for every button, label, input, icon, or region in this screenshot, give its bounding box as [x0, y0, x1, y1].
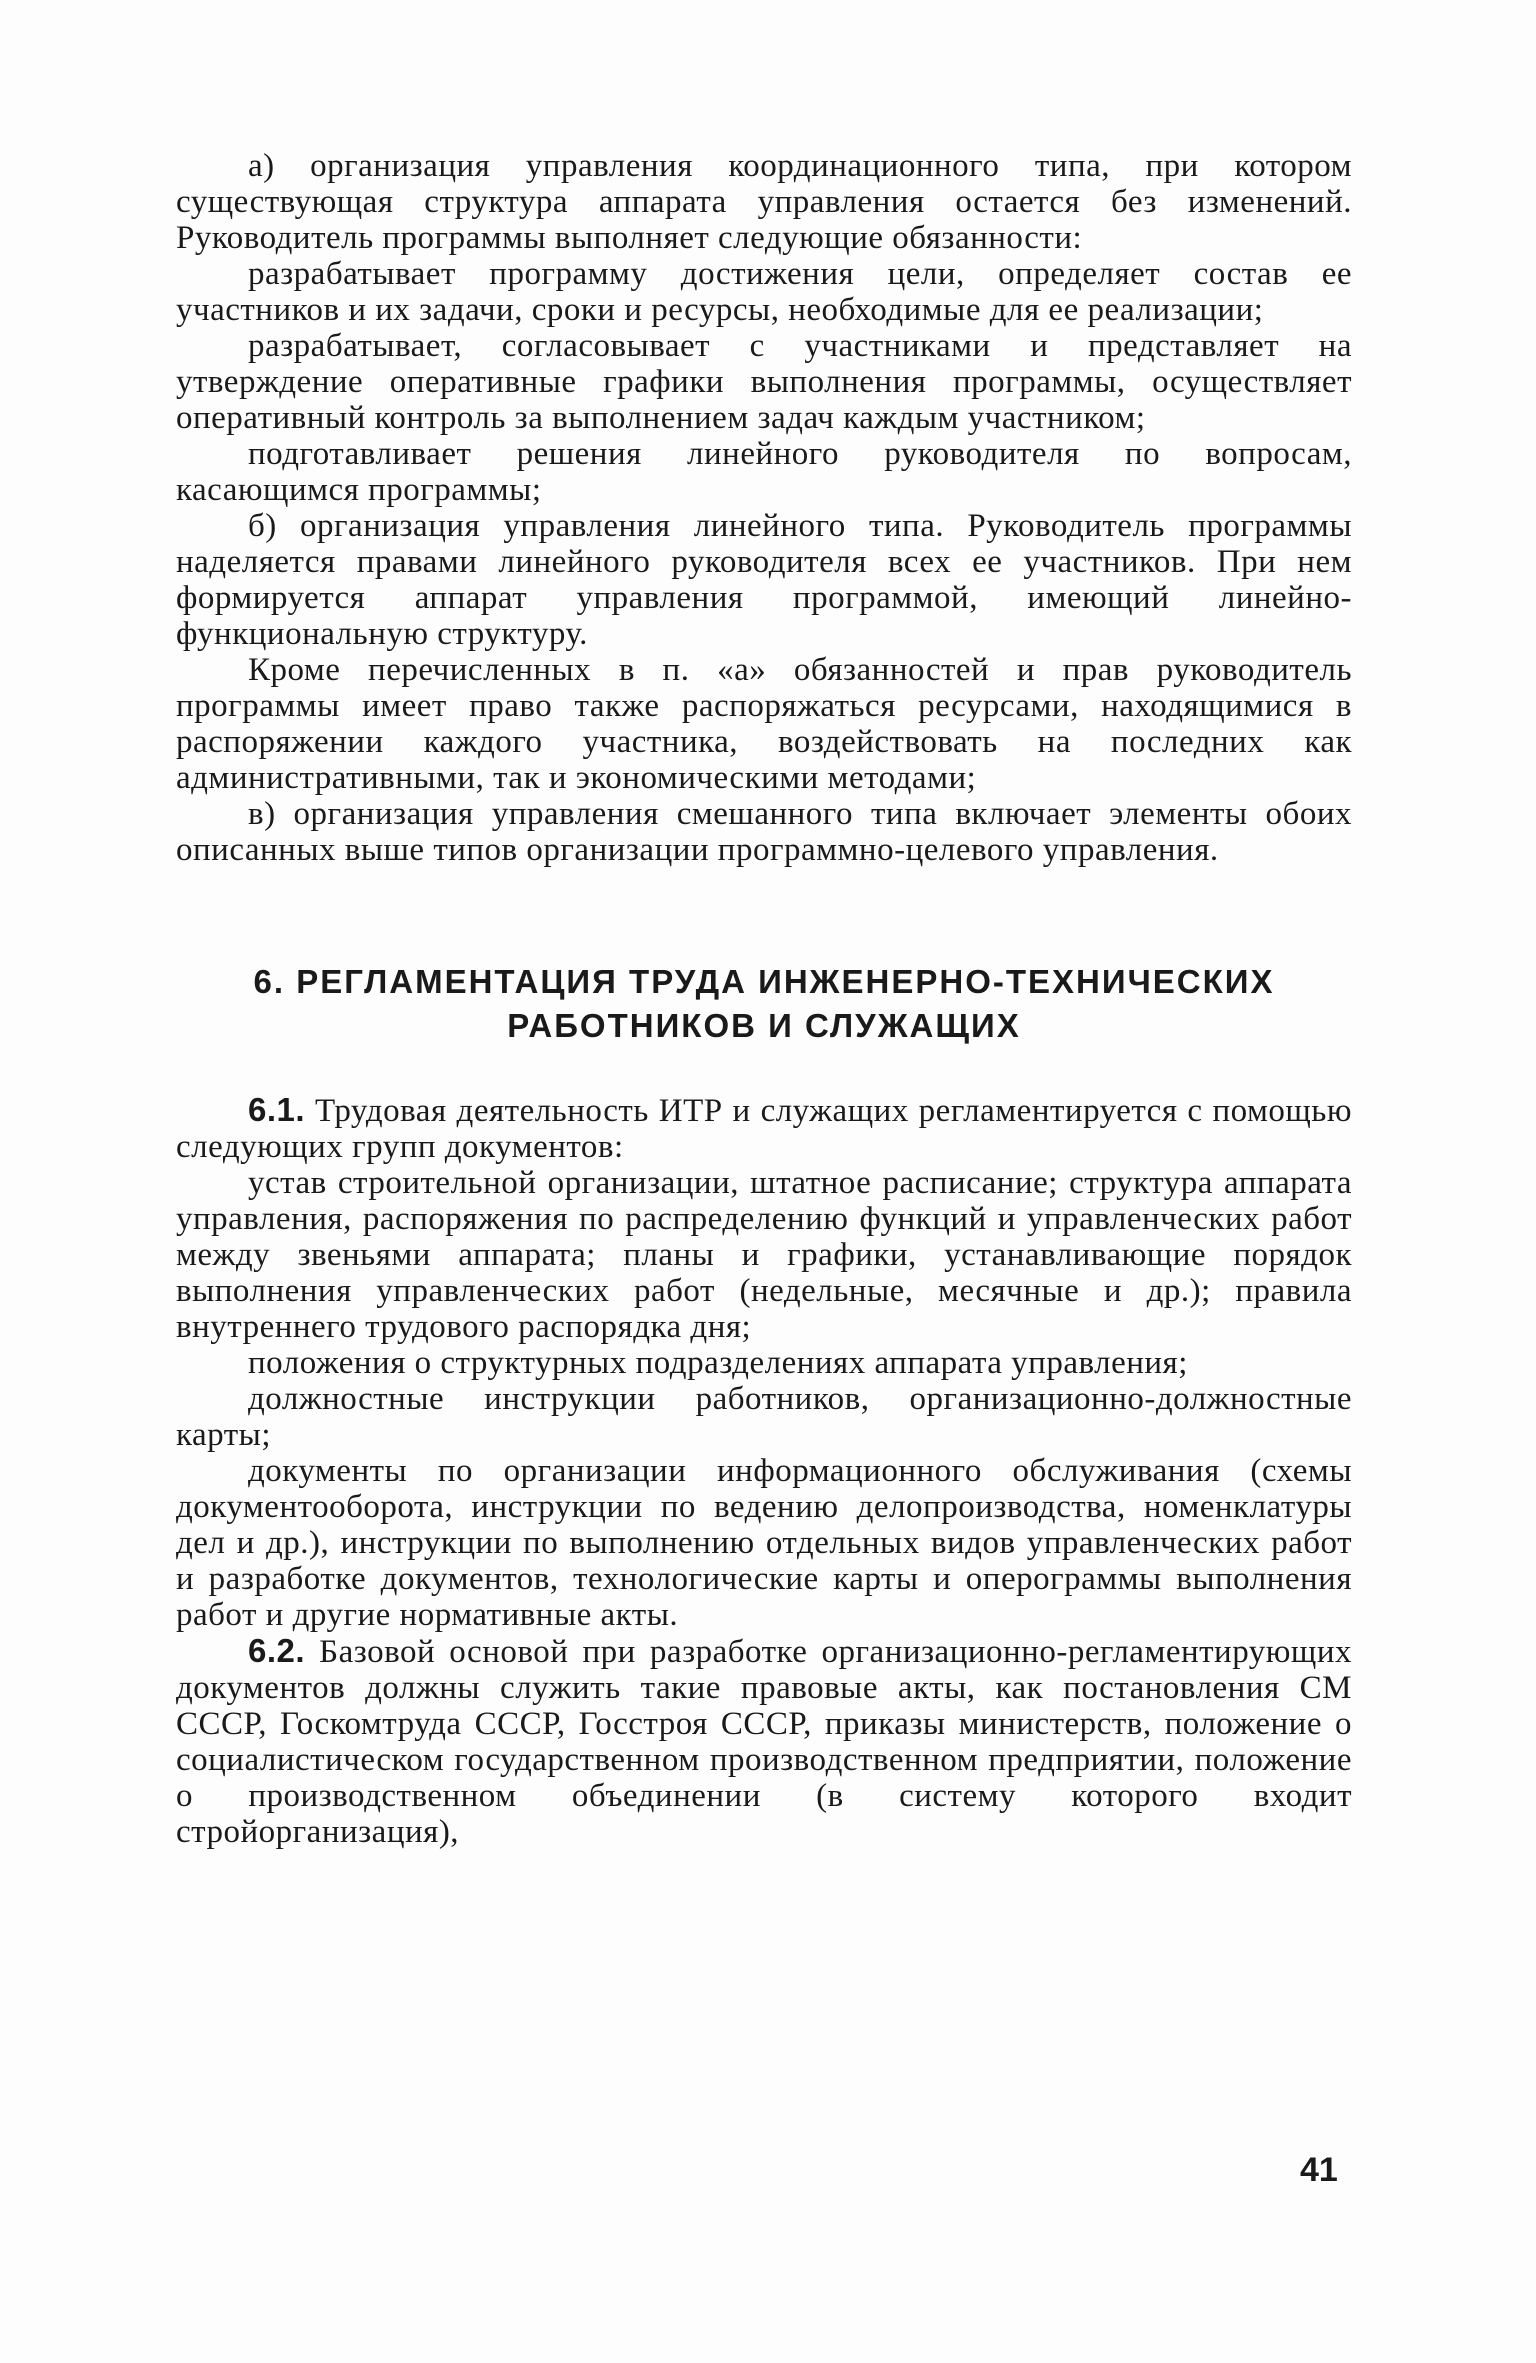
section-6-2-paragraph: [176, 1633, 1352, 1850]
section-number: 6.1.: [248, 1091, 306, 1128]
document-group-item: документы по организации информационного обслуживания (схемы документооборота, инструкции по ведению делопроизводства, номенклатуры дел и др.), инструкции по выполнению отдельных видов управленческих работ и разработке документов, технологические карты и оперограммы выполнения работ и другие нормативные акты.: [176, 1453, 1352, 1633]
section-heading-line-1: 6. РЕГЛАМЕНТАЦИЯ ТРУДА ИНЖЕНЕРНО-ТЕХНИЧЕСКИХ: [253, 963, 1275, 1000]
section-number: 6.2.: [248, 1632, 306, 1669]
paragraph: подготавливает решения линейного руководителя по вопросам, касающимся программы;: [176, 436, 1352, 508]
section-6-1-intro: [176, 1092, 1352, 1165]
section-heading-line-2: РАБОТНИКОВ И СЛУЖАЩИХ: [507, 1007, 1021, 1044]
document-group-item: должностные инструкции работников, организационно-должностные карты;: [176, 1381, 1352, 1453]
document-group-item: положения о структурных подразделениях аппарата управления;: [248, 1345, 1188, 1381]
section-intro-text: Трудовая деятельность ИТР и служащих регламентируется с помощью следующих групп документов:: [176, 1093, 1352, 1165]
section-heading: [176, 960, 1352, 1048]
paragraph: а) организация управления координационного типа, при котором существующая структура аппарата управления остается без изменений. Руководитель программы выполняет следующие обязанности:: [176, 148, 1352, 256]
paragraph: Кроме перечисленных в п. «а» обязанностей и прав руководитель программы имеет право также распоряжаться ресурсами, находящимися в распоряжении каждого участника, воздействовать на последних как административными, так и экономическими методами;: [176, 652, 1352, 796]
paragraph: разрабатывает программу достижения цели, определяет состав ее участников и их задачи, сроки и ресурсы, необходимые для ее реализации;: [176, 256, 1352, 328]
document-group-item: устав строительной организации, штатное расписание; структура аппарата управления, распоряжения по распределению функций и управленческих работ между звеньями аппарата; планы и графики, устанавливающие порядок выполнения управленческих работ (недельные, месячные и др.); правила внутреннего трудового распорядка дня;: [176, 1165, 1352, 1345]
paragraph: б) организация управления линейного типа. Руководитель программы наделяется правами линейного руководителя всех ее участников. При нем формируется аппарат управления программой, имеющий линейно-функциональную структуру.: [176, 508, 1352, 652]
page-number: 41: [1300, 2151, 1338, 2189]
page-text: [176, 148, 1352, 1850]
paragraph: разрабатывает, согласовывает с участниками и представляет на утверждение оперативные графики выполнения программы, осуществляет оперативный контроль за выполнением задач каждым участником;: [176, 328, 1352, 436]
paragraph: в) организация управления смешанного типа включает элементы обоих описанных выше типов организации программно-целевого управления.: [176, 796, 1352, 868]
section-text: Базовой основой при разработке организационно-регламентирующих документов должны служить такие правовые акты, как постановления СМ СССР, Госкомтруда СССР, Госстроя СССР, приказы министерств, положение о социалистическом государственном производственном предприятии, положение о производственном объединении (в систему которого входит стройорганизация),: [176, 1634, 1353, 1850]
